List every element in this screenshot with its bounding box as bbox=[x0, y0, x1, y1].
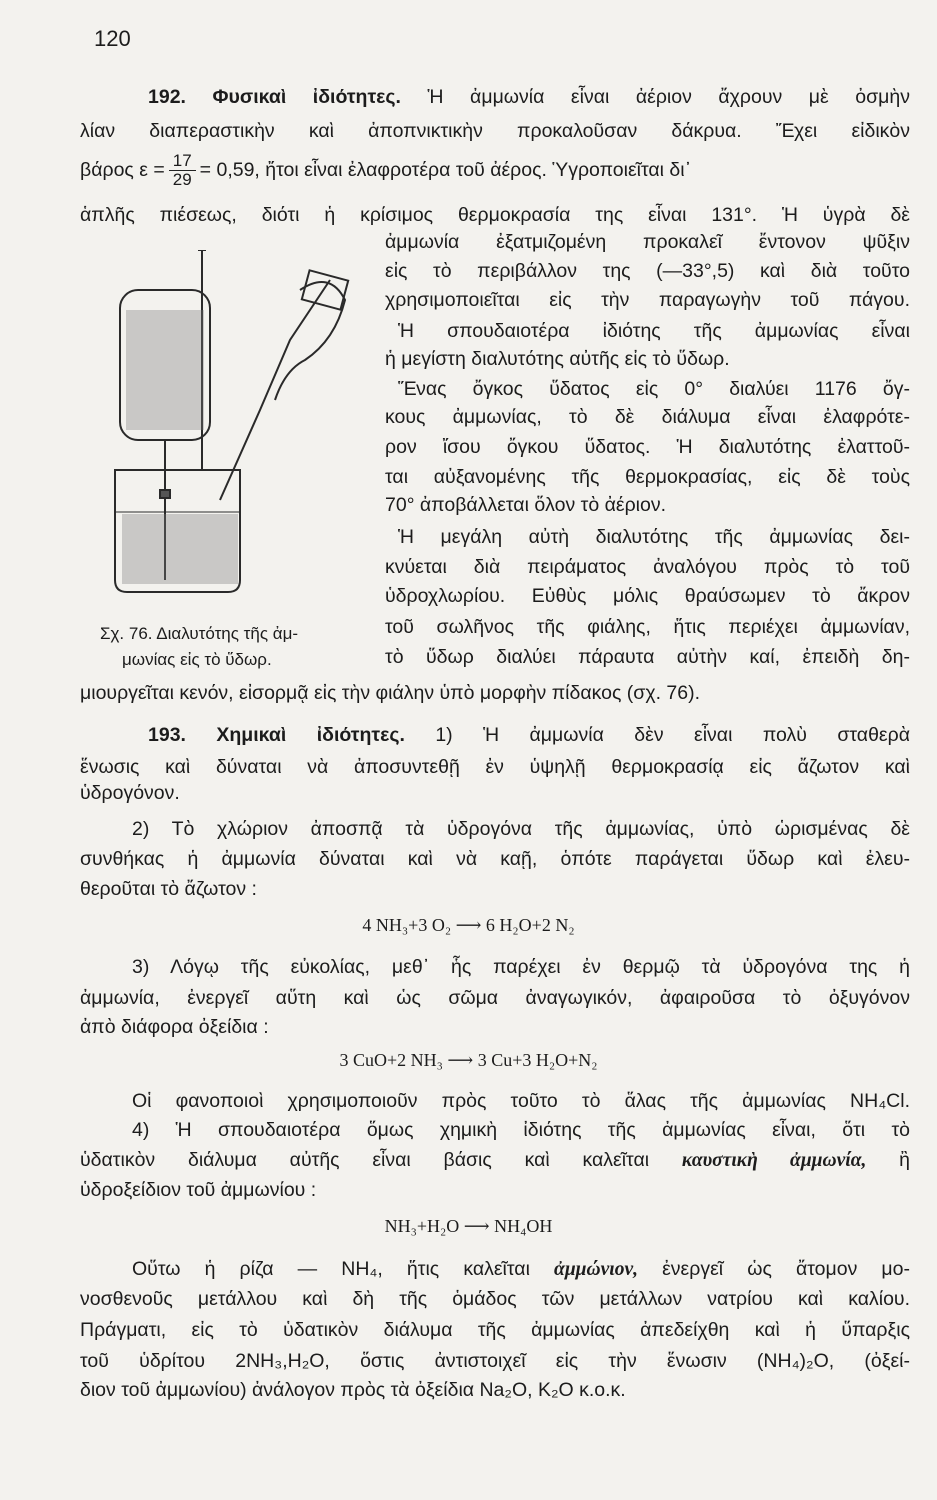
narrow-line-14: τοῦ σωλῆνος τῆς φιάλης, ἥτις περιέχει ἀμμωνίαν, bbox=[385, 616, 910, 638]
section-192-heading: 192. Φυσικαὶ ἰδιότητες. bbox=[148, 86, 401, 108]
para-3-line-3: ἀπὸ διάφορα ὀξείδια : bbox=[80, 1016, 269, 1038]
figure-caption-line-1: Σχ. 76. Διαλυτότης τῆς ἀμ- bbox=[100, 624, 299, 643]
para-4-line-3: ὑδροξείδιον τοῦ ἀμμωνίου : bbox=[80, 1179, 317, 1201]
para-5-line-3: Πράγματι, εἰς τὸ ὑδατικὸν διάλυμα τῆς ἀμμωνίας ἀπεδείχθη καὶ ἡ ὕπαρξις bbox=[80, 1319, 910, 1341]
narrow-line-5: ἡ μεγίστη διαλυτότης αὐτῆς εἰς τὸ ὕδωρ. bbox=[385, 348, 730, 370]
figure-76-ammonia-fountain bbox=[100, 250, 390, 610]
section-193-line-3: ὑδρογόνον. bbox=[80, 782, 180, 804]
caustic-ammonia-term: καυστικὴ ἀμμωνία, bbox=[681, 1150, 867, 1171]
para-4-line-2: ὑδατικὸν διάλυμα αὐτῆς εἶναι βάσις καὶ καλεῖται καυστικὴ ἀμμωνία, ἢ bbox=[80, 1149, 910, 1171]
section-193-line-2: ἕνωσις καὶ δύναται νὰ ἀποσυντεθῇ ἐν ὑψηλῇ θερμοκρασίᾳ εἰς ἄζωτον καὶ bbox=[80, 756, 910, 778]
narrow-line-4: Ἡ σπουδαιοτέρα ἰδιότης τῆς ἀμμωνίας εἶναι bbox=[398, 320, 910, 342]
equation-3: NH₃+H₂O ⟶ NH₄OH bbox=[384, 1216, 553, 1236]
section-192-line-3: βάρος ε = $\frac{17}{29}$ = 0,59, ἤτοι εἶναι ἐλαφροτέρα τοῦ ἀέρος. Ὑγροποιεῖται δι᾽ bbox=[80, 151, 692, 190]
narrow-line-2: εἰς τὸ περιβάλλον της (—33°,5) καὶ διὰ τοῦτο bbox=[385, 260, 910, 282]
para-2-line-2: συνθήκας ἡ ἀμμωνία δύναται καὶ νὰ καῇ, ὁπότε παράγεται ὕδωρ καὶ ἐλευ- bbox=[80, 848, 910, 870]
para-3-line-2: ἀμμωνία, ἐνεργεῖ αὕτη καὶ ὡς σῶμα ἀναγωγικόν, ἀφαιροῦσα τὸ ὀξυγόνον bbox=[80, 987, 910, 1009]
narrow-line-3: χρησιμοποιεῖται εἰς τὴν παραγωγὴν τοῦ πάγου. bbox=[385, 289, 910, 311]
narrow-line-8: ρον ἴσου ὄγκου ὕδατος. Ἡ διαλυτότης ἐλαττοῦ- bbox=[385, 436, 910, 458]
para-5-line-2: νοσθενοῦς μετάλλου καὶ δὴ τῆς ὁμάδος τῶν μετάλλων νατρίου καὶ καλίου. bbox=[80, 1288, 910, 1310]
section-192-line-4: ἁπλῆς πιέσεως, διότι ἡ κρίσιμος θερμοκρασία της εἶναι 131°. Ἡ ὑγρὰ δὲ bbox=[80, 204, 910, 226]
specific-gravity-fraction: $\frac{17}{29}$ bbox=[169, 152, 196, 189]
narrow-line-6: Ἕνας ὄγκος ὕδατος εἰς 0° διαλύει 1176 ὄγ- bbox=[398, 378, 910, 400]
narrow-line-15: τὸ ὕδωρ διαλύει πάραυτα αὐτὴν καί, ἐπειδὴ δη- bbox=[385, 646, 910, 668]
para-2-line-3: θεροῦται τὸ ἄζωτον : bbox=[80, 878, 257, 900]
narrow-line-10: 70° ἀποβάλλεται ὅλον τὸ ἀέριον. bbox=[385, 494, 667, 516]
narrow-line-9: ται αὐξανομένης τῆς θερμοκρασίας, εἰς δὲ τοὺς bbox=[385, 466, 910, 488]
para-3-line-1: 3) Λόγῳ τῆς εὐκολίας, μεθ᾽ ἧς παρέχει ἐν θερμῷ τὰ ὑδρογόνα της ἡ bbox=[132, 956, 910, 978]
para-5-line-1: Οὕτω ἡ ρίζα — NH₄, ἥτις καλεῖται ἀμμώνιον, ἐνεργεῖ ὡς ἄτομον μο- bbox=[132, 1258, 910, 1280]
para-4-line-1: 4) Ἡ σπουδαιοτέρα ὅμως χημικὴ ἰδιότης τῆς ἀμμωνίας εἶναι, ὅτι τὸ bbox=[132, 1119, 910, 1141]
narrow-line-12: κνύεται διὰ πειράματος ἀναλόγου πρὸς τὸ τοῦ bbox=[385, 556, 910, 578]
para-5-line-4: τοῦ ὑδρίτου 2NH₃,H₂O, ὅστις ἀντιστοιχεῖ εἰς τὴν ἕνωσιν (NH₄)₂O, (ὀξεί- bbox=[80, 1350, 910, 1372]
section-192-line-1: 192. Φυσικαὶ ἰδιότητες. Ἡ ἀμμωνία εἶναι ἀέριον ἄχρουν μὲ ὀσμὴν bbox=[148, 86, 910, 108]
ammonium-term: ἀμμώνιον, bbox=[554, 1259, 638, 1280]
equation-2: 3 CuO+2 NH₃ ⟶ 3 Cu+3 H₂O+N₂ bbox=[339, 1050, 598, 1070]
figure-caption-line-2: μωνίας εἰς τὸ ὕδωρ. bbox=[122, 650, 272, 669]
section-192-line-2: λίαν διαπεραστικὴν καὶ ἀποπνικτικὴν προκαλοῦσαν δάκρυα. Ἔχει εἰδικὸν bbox=[80, 120, 910, 142]
narrow-line-13: ὑδροχλωρίου. Εὐθὺς μόλις θραύσωμεν τὸ ἄκρον bbox=[385, 585, 910, 607]
narrow-line-7: κους ἀμμωνίας, τὸ δὲ διάλυμα εἶναι ἐλαφρότε- bbox=[385, 406, 910, 428]
section-193-heading: 193. Χημικαὶ ἰδιότητες. bbox=[148, 724, 405, 746]
section-193-line-1: 193. Χημικαὶ ἰδιότητες. 1) Ἡ ἀμμωνία δὲν εἶναι πολὺ σταθερὰ bbox=[148, 724, 910, 746]
narrow-line-11: Ἡ μεγάλη αὐτὴ διαλυτότης τῆς ἀμμωνίας δει- bbox=[398, 526, 910, 548]
para-3-line-4: Οἱ φανοποιοὶ χρησιμοποιοῦν πρὸς τοῦτο τὸ ἅλας τῆς ἀμμωνίας NH₄Cl. bbox=[132, 1090, 910, 1112]
page-number: 120 bbox=[94, 26, 131, 51]
section-192-last-line: μιουργεῖται κενόν, εἰσορμᾷ εἰς τὴν φιάλην ὑπὸ μορφὴν πίδακος (σχ. 76). bbox=[80, 682, 701, 704]
narrow-line-1: ἀμμωνία ἐξατμιζομένη προκαλεῖ ἔντονον ψῦξιν bbox=[385, 231, 910, 253]
para-5-line-5: διον τοῦ ἀμμωνίου) ἀνάλογον πρὸς τὰ ὀξείδια Na₂O, K₂O κ.ο.κ. bbox=[80, 1379, 626, 1401]
equation-1: 4 NH₃+3 O₂ ⟶ 6 H₂O+2 N₂ bbox=[362, 915, 575, 935]
para-2-line-1: 2) Τὸ χλώριον ἀποσπᾷ τὰ ὑδρογόνα τῆς ἀμμωνίας, ὑπὸ ὡρισμένας δὲ bbox=[132, 818, 910, 840]
